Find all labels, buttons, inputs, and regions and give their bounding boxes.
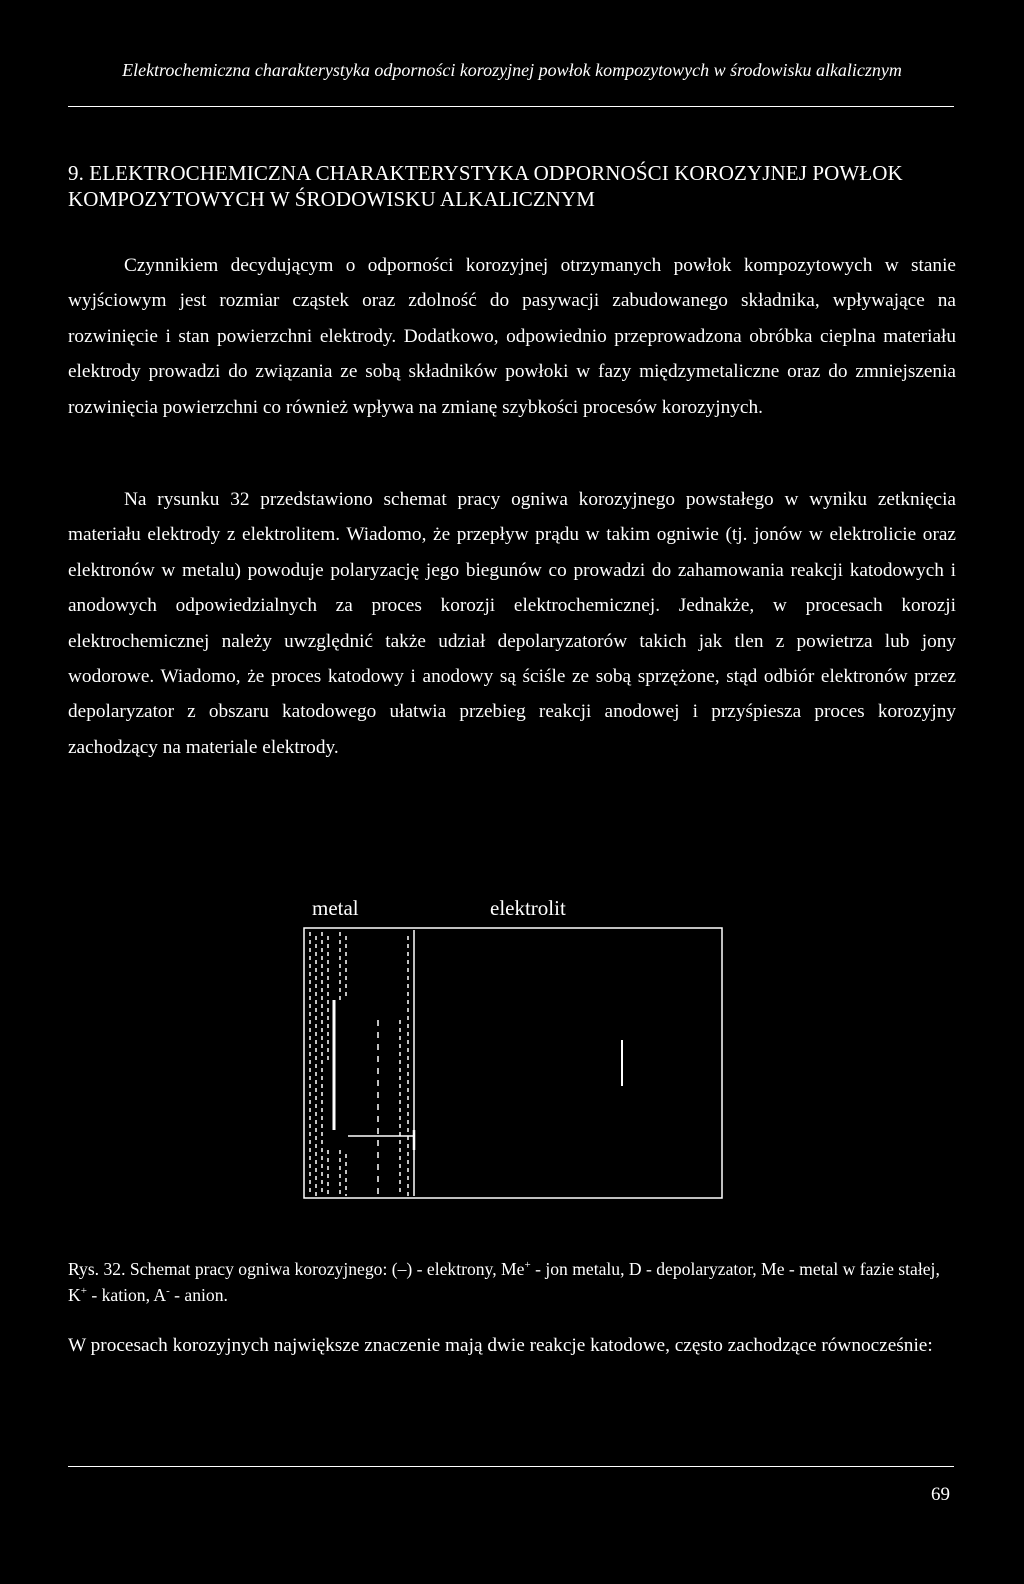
figure-label-metal: metal — [312, 896, 359, 920]
paragraph-3: W procesach korozyjnych największe znaczenie mają dwie reakcje katodowe, często zachodzące równocześnie: — [68, 1335, 933, 1356]
figure-label-electrolyte: elektrolit — [490, 896, 566, 920]
cell-outline — [304, 928, 722, 1198]
footer-rule — [68, 1466, 954, 1467]
chapter-title: 9. ELEKTROCHEMICZNA CHARAKTERYSTYKA ODPORNOŚCI KOROZYJNEJ POWŁOK KOMPOZYTOWYCH W ŚRODOWISKU ALKALICZNYM — [68, 161, 903, 211]
running-header: Elektrochemiczna charakterystyka odporności korozyjnej powłok kompozytowych w środowisku alkalicznym — [122, 60, 902, 80]
figure-caption: Rys. 32. Schemat pracy ogniwa korozyjnego: (–) - elektrony, Me+ - jon metalu, D - depolaryzator, Me - metal w fazie stałej, K+ - kation, A- - anion. — [68, 1259, 940, 1305]
paragraph-2: Na rysunku 32 przedstawiono schemat pracy ogniwa korozyjnego powstałego w wyniku zetknięcia materiału elektrody z elektrolitem. Wiadomo, że przepływ prądu w takim ogniwie (tj. jonów w elektrolicie oraz elektronów w metalu) powoduje polaryzację jego biegunów co prowadzi do zahamowania reakcji katodowych i anodowych odpowiedzialnych za proces korozji elektrochemicznej. Jednakże, w procesach korozji elektrochemicznej należy uwzględnić także udział depolaryzatorów takich jak tlen z powietrza lub jony wodorowe. Wiadomo, że proces katodowy i anodowy są ściśle ze sobą sprzężone, stąd odbiór elektronów przez depolaryzator z obszaru katodowego ułatwia przebieg reakcji anodowej i przyśpiesza proces korozyjny zachodzący na materiale elektrody. — [68, 489, 956, 758]
page-number: 69 — [931, 1484, 950, 1505]
metal-hatching — [310, 932, 408, 1196]
paragraph-1: Czynnikiem decydującym o odporności korozyjnej otrzymanych powłok kompozytowych w stanie wyjściowym jest rozmiar cząstek oraz zdolność do pasywacji zabudowanego składnika, wpływające na rozwinięcie i stan powierzchni elektrody. Dodatkowo, odpowiednio przeprowadzona obróbka cieplna materiału elektrody prowadzi do związania ze sobą składników powłoki w fazy międzymetaliczne oraz do zmniejszenia rozwinięcia powierzchni co również wpływa na zmianę szybkości procesów korozyjnych. — [68, 255, 956, 418]
header-rule — [68, 106, 954, 107]
